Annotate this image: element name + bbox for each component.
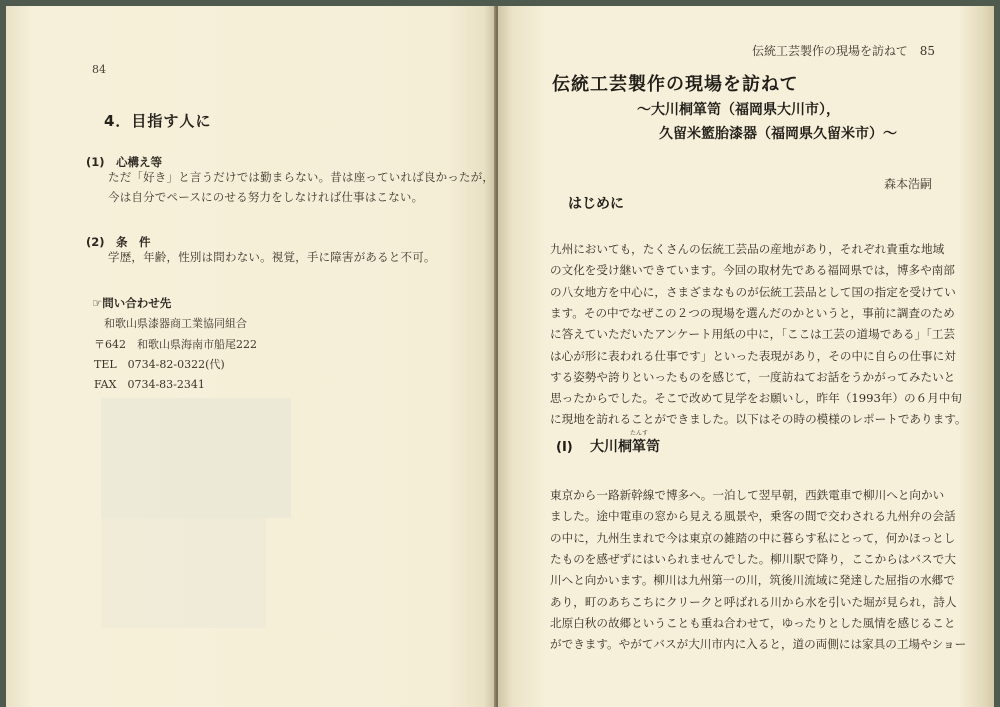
article-subtitle-2: 久留米籃胎漆器（福岡県久留米市）～ [659, 126, 897, 142]
qualities-line-1: ただ「好き」と言うだけでは勤まらない。昔は座っていれば良かったが， [108, 170, 495, 184]
sec1-line-8: ができます。やがてバスが大川市内に入ると，道の両側には家具の工場やショー [550, 637, 967, 652]
sec1-line-5: 川へと向かいます。柳川は九州第一の川，筑後川流域に発達した屈指の水郷で [550, 573, 955, 588]
contact-org: 和歌山県漆器商工業協同組合 [104, 317, 247, 330]
right-page [498, 6, 994, 707]
sec1-line-6: あり，町のあちこちにクリークと呼ばれる川から水を引いた堀が見られ，詩人 [550, 594, 957, 609]
article-title: 伝統工芸製作の現場を訪ねて [552, 74, 799, 95]
intro-line-1: 九州においても，たくさんの伝統工芸品の産地があり，それぞれ貴重な地域 [550, 242, 945, 256]
section1-ruby: たんす [630, 430, 649, 437]
intro-line-7: する姿勢や誇りといったものを感じて，一度訪ねてお話をうかがってみたいと [550, 369, 956, 384]
intro-line-5: に答えていただいたアンケート用紙の中に，「ここは工芸の道場である」「工芸 [550, 327, 956, 342]
intro-line-4: ます。その中でなぜこの２つの現場を選んだのかというと，事前に調査のため [550, 305, 955, 320]
sec1-line-1: 東京から一路新幹線で博多へ。一泊して翌早朝，西鉄電車で柳川へと向かい [550, 488, 945, 502]
contact-tel: TEL 0734-82-0322(代) [94, 358, 225, 371]
intro-line-8: 思ったからでした。そこで改めて見学をお願いし，昨年（1993年）の６月中旬 [550, 391, 962, 406]
conditions-label: (2) 条 件 [86, 235, 151, 249]
sec1-line-7: 北原白秋の故郷ということも重ね合わせて，ゆったりとした風情を感じること [550, 615, 956, 630]
faded-image-area-lower [101, 518, 266, 628]
contact-address: 〒642 和歌山県海南市船尾222 [94, 338, 257, 351]
book-spread [6, 6, 994, 707]
section1-number: (Ⅰ) [556, 440, 573, 455]
page-number-left: 84 [92, 63, 106, 76]
conditions-line: 学歴，年齢，性別は問わない。視覚，手に障害があると不可。 [108, 250, 436, 264]
intro-line-9: に現地を訪れることができました。以下はその時の模様のレポートであります。 [550, 412, 967, 427]
author-name: 森本浩嗣 [884, 177, 933, 191]
intro-heading: はじめに [568, 196, 624, 212]
sec1-line-3: の中に，九州生まれで今は東京の雑踏の中に暮らす私にとって，何かほっとし [550, 530, 956, 545]
qualities-line-2: 今は自分でペースにのせる努力をしなければ仕事はこない。 [108, 190, 424, 204]
intro-line-6: は心が形に表われる仕事です」といった表現があり，その中に自らの仕事に対 [550, 348, 956, 363]
qualities-label: (1) 心構え等 [86, 155, 163, 169]
intro-line-3: の八女地方を中心に，さまざまなものが伝統工芸品として国の指定を受けてい [550, 284, 956, 299]
section-heading: 4．目指す人に [104, 112, 212, 130]
section1-title: 大川桐箪笥 [590, 439, 660, 455]
contact-fax: FAX 0734-83-2341 [94, 378, 205, 391]
intro-line-2: の文化を受け継いできています。今回の取材先である福岡県では，博多や南部 [550, 263, 955, 278]
faded-image-area [101, 398, 291, 518]
article-subtitle-1: ～大川桐箪笥（福岡県大川市）， [637, 102, 840, 118]
contact-label: ☞問い合わせ先 [92, 296, 172, 310]
running-head: 伝統工芸製作の現場を訪ねて 85 [752, 44, 935, 58]
sec1-line-2: ました。途中電車の窓から見える風景や，乗客の間で交わされる九州弁の会話 [550, 509, 956, 524]
left-page [6, 6, 496, 707]
sec1-line-4: たものを感ぜずにはいられませんでした。柳川駅で降り，ここからはバスで大 [550, 551, 956, 566]
